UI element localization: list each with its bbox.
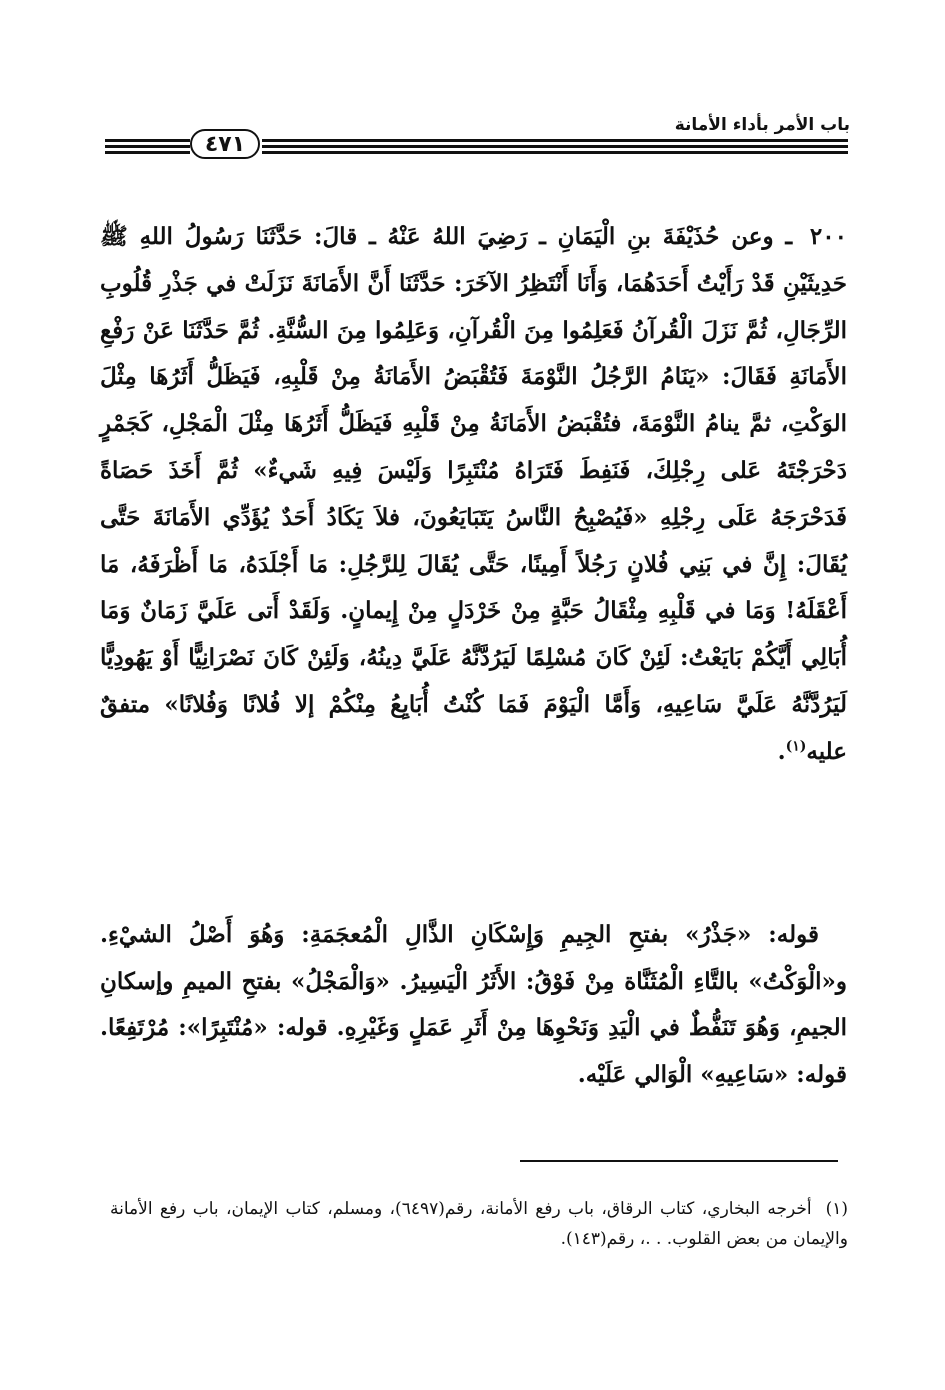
chapter-header-title: باب الأمر بأداء الأمانة <box>674 115 850 135</box>
footnote <box>110 1194 848 1254</box>
header-rule-right <box>262 136 848 156</box>
footnote-separator <box>520 1160 838 1162</box>
footnote-number: (١) <box>825 1199 848 1219</box>
page-number-badge <box>190 129 260 159</box>
footnote-text: أخرجه البخاري، كتاب الرقاق، باب رفع الأمانة، رقم(٦٤٩٧)، ومسلم، كتاب الإيمان، باب رفع الأمانة والإيمان من بعض القلوب. . .، رقم(١٤٣). <box>110 1199 848 1249</box>
explanation-paragraph: قوله: «جَذْرُ» بفتحِ الجِيمِ وَإِسْكَانِ الذَّالِ الْمُعجَمَةِ: وَهُوَ أَصْلُ الشيْءِ. و«الْوَكْتُ» بالتَّاءِ الْمُثَنَّاة مِنْ فَوْقُ: الأَثَرُ الْيَسِيرُ. «وَالْمَجْلُ» بفتحِ الميمِ وإسكانِ الجيمِ، وَهُوَ تَنَفُّطٌ في الْيَدِ وَنَحْوِهَا مِنْ أَثَرِ عَمَلٍ وَغَيْرِهِ. قوله: «مُنْتَبِرًا»: مُرْتَفِعًا. قوله: «سَاعِيهِ» الْوَالي عَلَيْه. <box>100 921 847 1088</box>
hadith-end-mark: . <box>777 737 786 765</box>
page-number: ٤٧١ <box>204 131 246 157</box>
footnote-reference: (١) <box>785 738 807 755</box>
hadith-section <box>100 214 847 776</box>
hadith-paragraph <box>100 214 847 776</box>
hadith-text: ـ وعن حُذَيْفَةَ بنِ الْيَمَانِ ـ رَضِيَ اللهُ عَنْهُ ـ قالَ: حَدَّثَنَا رَسُولُ اللهِ ﷺ حَدِيثَيْنِ قَدْ رَأَيْتُ أَحَدَهُمَا، وَأَنَا أَنْتَظِرُ الآخَرَ: حَدَّثَنَا أَنَّ الأَمَانَةَ نَزَلَتْ في جَذْرِ قُلُوبِ الرِّجَالِ، ثُمَّ نَزَلَ الْقُرآنُ فَعَلِمُوا مِنَ الْقُرآنِ، وَعَلِمُوا مِنَ السُّنَّةِ. ثُمَّ حَدَّثَنَا عَنْ رَفْعِ الأَمَانَةِ فَقَالَ: «يَنَامُ الرَّجُلُ النَّوْمَةَ فَتُقْبَضُ الأَمَانَةُ مِنْ قَلْبِهِ، فَيَظَلُّ أَثَرُهَا مِثْلَ الوَكْتِ، ثمَّ ينامُ النَّوْمَةَ، فتُقْبَضُ الأَمَانَةُ مِنْ قَلْبِهِ فَيَظَلُّ أَثَرُهَا مِثْلَ الْمَجْلِ، كَجَمْرٍ دَحْرَجْتَهُ عَلى رِجْلِكَ، فَنَفِطَ فَتَرَاهُ مُنْتَبِرًا وَلَيْسَ فِيهِ شَيءٌ» ثُمَّ أَخَذَ حَصَاةً فَدَحْرَجَهُ عَلَى رِجْلِهِ «فَيُصْبِحُ النَّاسُ يَتَبَايَعُونَ، فلاَ يَكَادُ أَحَدٌ يُؤَدِّي الأَمَانَةَ حَتَّى يُقَالَ: إِنَّ في بَنِي فُلانٍ رَجُلاً أَمِينًا، حَتَّى يُقَالَ لِلرَّجُلِ: مَا أَجْلَدَهُ، مَا أَظْرَفَهُ، مَا أَعْقَلَهُ! وَمَا في قَلْبِهِ مِثْقَالُ حَبَّةٍ مِنْ خَرْدَلٍ مِنْ إِيمانٍ. وَلَقَدْ أَتى عَلَيَّ زَمَانٌ وَمَا أُبَالِي أَيَّكُمْ بَايَعْتُ: لَئِنْ كَانَ مُسْلِمًا لَيَرُدَّنَّهُ عَلَيَّ دِينُهُ، وَلَئِنْ كَانَ نَصْرَانِيًّا أَوْ يَهُودِيًّا لَيَرُدَّنَّهُ عَلَيَّ سَاعِيهِ، وَأَمَّا الْيَوْمَ فَمَا كُنْتُ أُبَايِعُ مِنْكُمْ إلا فُلانًا وَفُلانًا» متفقٌ عليه <box>100 223 847 765</box>
explanation-section <box>100 912 847 1098</box>
header-rule-left <box>105 136 190 156</box>
hadith-number: ٢٠٠ <box>809 223 847 250</box>
